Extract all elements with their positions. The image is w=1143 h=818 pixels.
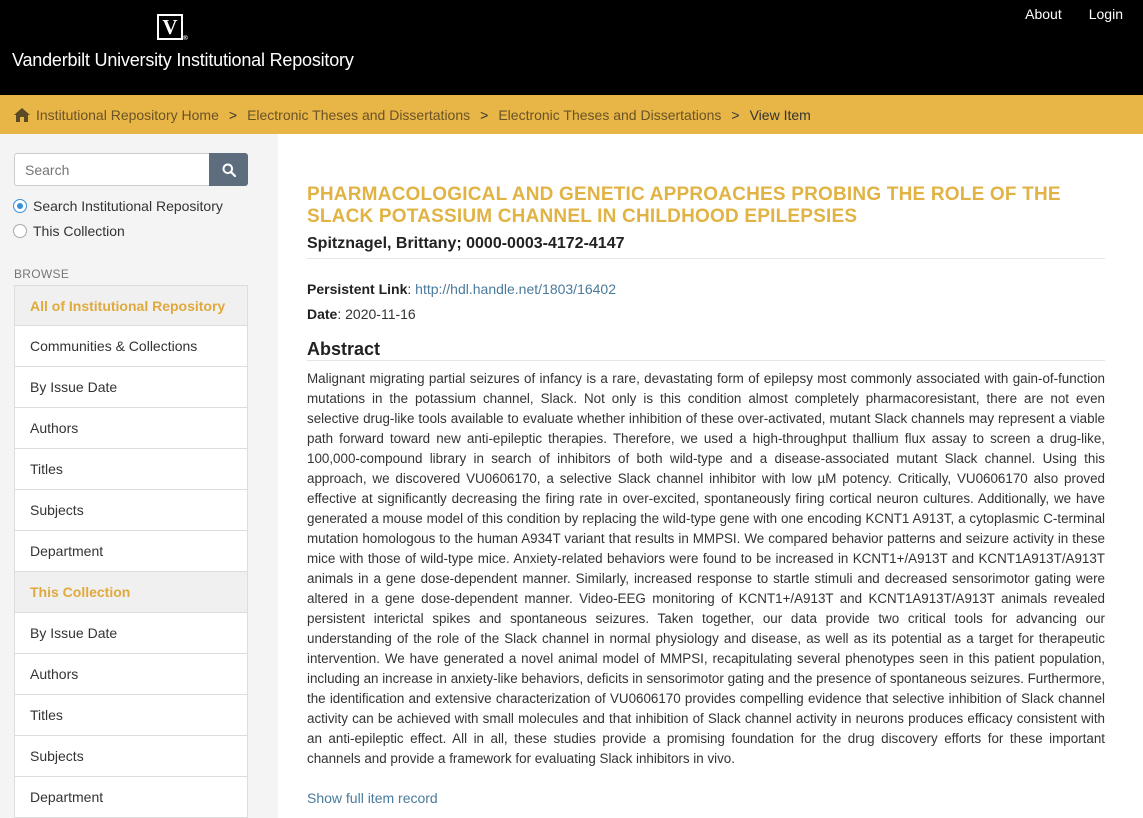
divider <box>307 258 1105 259</box>
browse-coll-authors[interactable]: Authors <box>14 654 248 695</box>
browse-collection-heading: This Collection <box>14 572 248 613</box>
divider <box>307 360 1105 361</box>
browse-coll-subjects[interactable]: Subjects <box>14 736 248 777</box>
search-box <box>14 153 248 186</box>
persistent-link[interactable]: http://hdl.handle.net/1803/16402 <box>415 281 616 297</box>
top-nav <box>1025 6 1123 22</box>
browse-repo-by-issue-date[interactable]: By Issue Date <box>14 367 248 408</box>
breadcrumb <box>0 95 1143 134</box>
date-label: Date <box>307 306 338 322</box>
sidebar <box>0 134 278 818</box>
search-input[interactable] <box>14 153 209 186</box>
logo-letter: V <box>162 15 178 39</box>
scope-collection-option[interactable] <box>13 223 125 239</box>
browse-coll-titles[interactable]: Titles <box>14 695 248 736</box>
browse-repo-titles[interactable]: Titles <box>14 449 248 490</box>
breadcrumb-separator: > <box>228 106 238 123</box>
breadcrumb-community[interactable]: Electronic Theses and Dissertations <box>247 106 471 123</box>
breadcrumb-separator: > <box>731 106 740 123</box>
site-title[interactable]: Vanderbilt University Institutional Repository <box>12 50 354 70</box>
persistent-link-row: Persistent Link: http://hdl.handle.net/1803/16402 <box>307 281 616 297</box>
browse-communities-collections[interactable]: Communities & Collections <box>14 326 248 367</box>
browse-heading: BROWSE <box>14 267 70 281</box>
browse-coll-department[interactable]: Department <box>14 777 248 818</box>
item-author: Spitznagel, Brittany; 0000-0003-4172-4147 <box>307 235 625 252</box>
date-row: Date: 2020-11-16 <box>307 306 416 322</box>
search-button[interactable] <box>209 153 248 186</box>
breadcrumb-home[interactable]: Institutional Repository Home <box>36 106 219 123</box>
browse-repo-subjects[interactable]: Subjects <box>14 490 248 531</box>
browse-repo-department[interactable]: Department <box>14 531 248 572</box>
about-link[interactable]: About <box>1025 6 1062 22</box>
browse-coll-by-issue-date[interactable]: By Issue Date <box>14 613 248 654</box>
breadcrumb-collection[interactable]: Electronic Theses and Dissertations <box>498 106 722 123</box>
breadcrumb-current: View Item <box>749 106 811 123</box>
abstract-heading: Abstract <box>307 339 381 359</box>
browse-repo-authors[interactable]: Authors <box>14 408 248 449</box>
date-value: 2020-11-16 <box>345 306 416 322</box>
show-full-record-link[interactable]: Show full item record <box>307 790 438 806</box>
radio-button[interactable] <box>13 224 27 238</box>
site-logo[interactable] <box>0 0 354 95</box>
site-header <box>0 0 1143 95</box>
breadcrumb-separator: > <box>480 106 489 123</box>
item-title: PHARMACOLOGICAL AND GENETIC APPROACHES PROBING THE ROLE OF THE SLACK POTASSIUM CHANNEL IN CHILDHOOD EPILEPSIES <box>307 184 1061 227</box>
scope-repository-label: Search Institutional Repository <box>33 198 223 214</box>
login-link[interactable]: Login <box>1088 6 1123 22</box>
home-icon[interactable] <box>14 108 30 122</box>
persistent-link-label: Persistent Link <box>307 281 408 297</box>
scope-collection-label: This Collection <box>33 223 125 239</box>
vanderbilt-logo-icon <box>157 14 188 42</box>
browse-list <box>14 285 248 818</box>
scope-repository-option[interactable] <box>13 198 223 214</box>
radio-button-selected[interactable] <box>13 199 27 213</box>
abstract-text: Malignant migrating partial seizures of infancy is a rare, devastating form of epilepsy most commonly associated with gain-of-function mutations in the potassium channel, Slack. Not only is this condition almost completely pharmacoresistant, there are not even selective drug-like tools available to evaluate whether inhibition of these over-activated, mutant Slack channels may represent a viable path forward toward new anti-epileptic therapies. Therefore, we used a high-throughput thallium flux assay to screen a drug-like, 100,000-compound library in search of inhibitors of both wild-type and a disease-associated mutant Slack channel. Using this approach, we discovered VU0606170, a selective Slack channel inhibitor with low µM potency. Critically, VU0606170 also proved effective at significantly decreasing the firing rate in over-excited, spontaneously firing cortical neuron cultures. Additionally, we have generated a mouse model of this condition by replacing the wild-type gene with one encoding KCNT1 A913T, a cytoplasmic C-terminal mutation homologous to the human A934T variant that results in MMPSI. We compared behavior patterns and seizure activity in these mice with those of wild-type mice. Anxiety-related behaviors were found to be increased in KCNT1+/A913T and KCNT1A913T/A913T animals in a gene dose-dependent manner. Similarly, increased response to startle stimuli and decreased sensorimotor gating were altered in a gene dose-dependent manner. Video-EEG monitoring of KCNT1+/A913T and KCNT1A913T/A913T animals revealed persistent interictal spikes and spontaneous seizures. Taken together, our data provide two critical tools for advancing our understanding of the role of the Slack channel in normal physiology and disease, as well as its potential as a target for therapeutic intervention. We have generated a novel animal model of MMPSI, recapitulating several phenotypes seen in this patient population, including an increase in anxiety-like behaviors, deficits in sensorimotor gating and the presence of spontaneous seizures. Furthermore, the identification and extensive characterization of VU0606170 provides compelling evidence that selective inhibition of Slack channel activity can be achieved with small molecules and that inhibition of Slack channel activity in neurons produces efficacy consistent with an anti-epileptic effect. All in all, these studies provide a promising foundation for the drug discovery efforts for these important channels and provide a framework for evaluating Slack inhibitors in vivo. <box>307 371 1105 766</box>
search-icon <box>222 163 236 177</box>
logo-registered-mark: ® <box>182 34 188 42</box>
browse-repository-heading: All of Institutional Repository <box>14 285 248 326</box>
